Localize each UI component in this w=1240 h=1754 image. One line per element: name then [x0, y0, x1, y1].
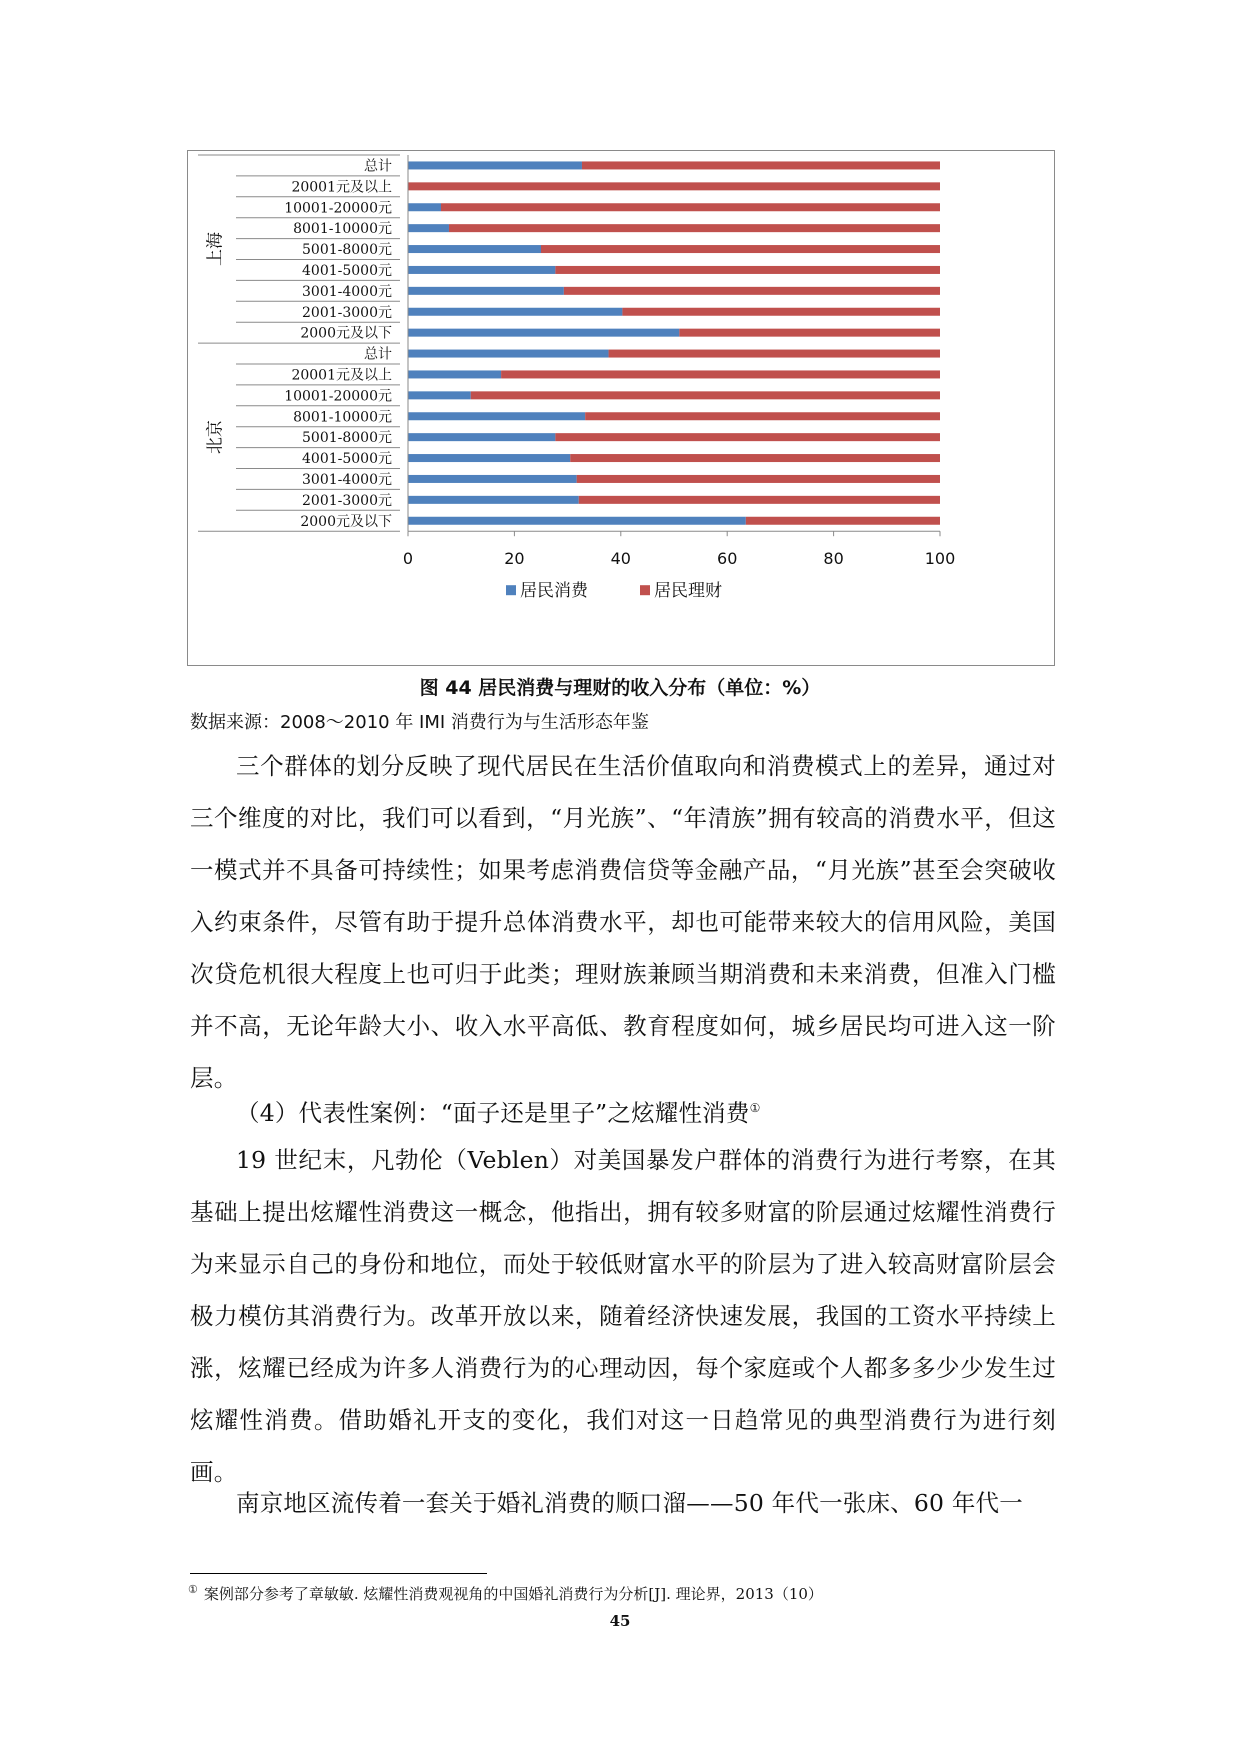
bar-0-8-1 [679, 329, 940, 337]
bar-0-6-0 [408, 287, 564, 295]
bar-0-8-0 [408, 329, 679, 337]
bar-0-4-0 [408, 245, 541, 253]
bar-1-1-0 [408, 370, 501, 378]
data-source: 数据来源：2008～2010 年 IMI 消费行为与生活形态年鉴 [190, 712, 649, 733]
bar-0-1-1 [408, 182, 940, 190]
figure-caption: 图 44 居民消费与理财的收入分布（单位：%） [419, 677, 821, 699]
legend-swatch-0 [506, 585, 516, 595]
legend-swatch-1 [640, 585, 650, 595]
bar-1-8-0 [408, 517, 746, 525]
category-label-0-0: 总计 [364, 158, 392, 175]
x-tick-label-4: 80 [823, 549, 844, 569]
category-label-1-2: 10001-20000元 [284, 388, 392, 405]
category-label-0-5: 4001-5000元 [302, 262, 392, 279]
legend-label-0: 居民消费 [520, 581, 588, 602]
footnote-mark: ① [188, 1583, 198, 1596]
category-label-1-3: 8001-10000元 [293, 409, 392, 426]
bar-1-0-1 [609, 350, 940, 358]
bar-1-7-1 [579, 496, 940, 504]
paragraph-groups: 三个群体的划分反映了现代居民在生活价值取向和消费模式上的差异，通过对三个维度的对比，我们可以看到，“月光族”、“年清族”拥有较高的消费水平，但这一模式并不具备可持续性；如果考虑消费信贷等金融产品，“月光族”甚至会突破收入约束条件，尽管有助于提升总体消费水平，却也可能带来较大的信用风险，美国次贷危机很大程度上也可归于此类；理财族兼顾当期消费和未来消费，但准入门槛并不高，无论年龄大小、收入水平高低、教育程度如何，城乡居民均可进入这一阶层。 [190, 752, 1056, 1092]
x-tick-label-5: 100 [924, 549, 956, 569]
income-distribution-chart [187, 150, 1055, 666]
bar-0-6-1 [564, 287, 940, 295]
bar-0-0-0 [408, 161, 582, 169]
bar-0-7-1 [622, 308, 940, 316]
paragraph-nanjing: 南京地区流传着一套关于婚礼消费的顺口溜——50 年代一张床、60 年代一 [236, 1489, 1023, 1517]
category-label-0-1: 20001元及以上 [291, 179, 392, 196]
category-label-1-7: 2001-3000元 [302, 492, 392, 509]
bar-0-3-0 [408, 224, 449, 232]
group-label-1: 北京 [205, 420, 226, 455]
category-label-1-1: 20001元及以上 [291, 367, 392, 384]
section-heading-text: （4）代表性案例：“面子还是里子”之炫耀性消费 [236, 1098, 750, 1127]
x-tick-label-0: 0 [402, 549, 414, 569]
category-label-1-0: 总计 [364, 346, 392, 363]
bar-1-2-1 [471, 391, 940, 399]
bar-0-7-0 [408, 308, 622, 316]
footnote-reference[interactable]: ① [749, 1101, 761, 1115]
bar-1-3-0 [408, 412, 585, 420]
x-tick-label-2: 40 [610, 549, 631, 569]
bar-1-6-1 [577, 475, 940, 483]
bar-0-0-1 [582, 161, 940, 169]
bar-1-2-0 [408, 391, 471, 399]
legend-label-1: 居民理财 [654, 581, 722, 602]
bar-1-0-0 [408, 350, 609, 358]
category-label-1-4: 5001-8000元 [302, 430, 392, 447]
category-label-1-6: 3001-4000元 [302, 471, 392, 488]
chart-canvas [188, 151, 1056, 667]
category-label-0-4: 5001-8000元 [302, 242, 392, 259]
bar-1-5-1 [570, 454, 940, 462]
x-tick-label-1: 20 [504, 549, 525, 569]
bar-0-5-0 [408, 266, 555, 274]
bar-1-6-0 [408, 475, 577, 483]
bar-0-2-0 [408, 203, 441, 211]
section-heading [190, 1082, 1056, 1139]
category-label-0-8: 2000元及以下 [300, 325, 392, 342]
category-label-1-5: 4001-5000元 [302, 451, 392, 468]
bar-1-4-0 [408, 433, 555, 441]
bar-1-1-1 [501, 370, 940, 378]
bar-1-5-0 [408, 454, 570, 462]
x-tick-label-3: 60 [717, 549, 738, 569]
footnote [188, 1583, 823, 1604]
bar-0-5-1 [555, 266, 940, 274]
bar-0-4-1 [541, 245, 940, 253]
paragraph-veblen: 19 世纪末，凡勃伦（Veblen）对美国暴发户群体的消费行为进行考察，在其基础上提出炫耀性消费这一概念，他指出，拥有较多财富的阶层通过炫耀性消费行为来显示自己的身份和地位，而处于较低财富水平的阶层为了进入较高财富阶层会极力模仿其消费行为。改革开放以来，随着经济快速发展，我国的工资水平持续上涨，炫耀已经成为许多人消费行为的心理动因，每个家庭或个人都多多少少发生过炫耀性消费。借助婚礼开支的变化，我们对这一日趋常见的典型消费行为进行刻画。 [190, 1146, 1056, 1486]
category-label-0-3: 8001-10000元 [293, 221, 392, 238]
page-number: 45 [609, 1612, 631, 1630]
category-label-0-6: 3001-4000元 [302, 283, 392, 300]
group-label-0: 上海 [205, 232, 226, 267]
footnote-divider [190, 1573, 487, 1574]
category-label-0-2: 10001-20000元 [284, 200, 392, 217]
bar-1-8-1 [746, 517, 940, 525]
footnote-text: 案例部分参考了章敏敏. 炫耀性消费观视角的中国婚礼消费行为分析[J]. 理论界，2013（10） [203, 1585, 823, 1603]
bar-1-4-1 [555, 433, 940, 441]
category-label-0-7: 2001-3000元 [302, 304, 392, 321]
category-label-1-8: 2000元及以下 [300, 513, 392, 530]
bar-1-7-0 [408, 496, 579, 504]
bar-0-2-1 [441, 203, 940, 211]
bar-0-3-1 [449, 224, 940, 232]
bar-1-3-1 [585, 412, 940, 420]
